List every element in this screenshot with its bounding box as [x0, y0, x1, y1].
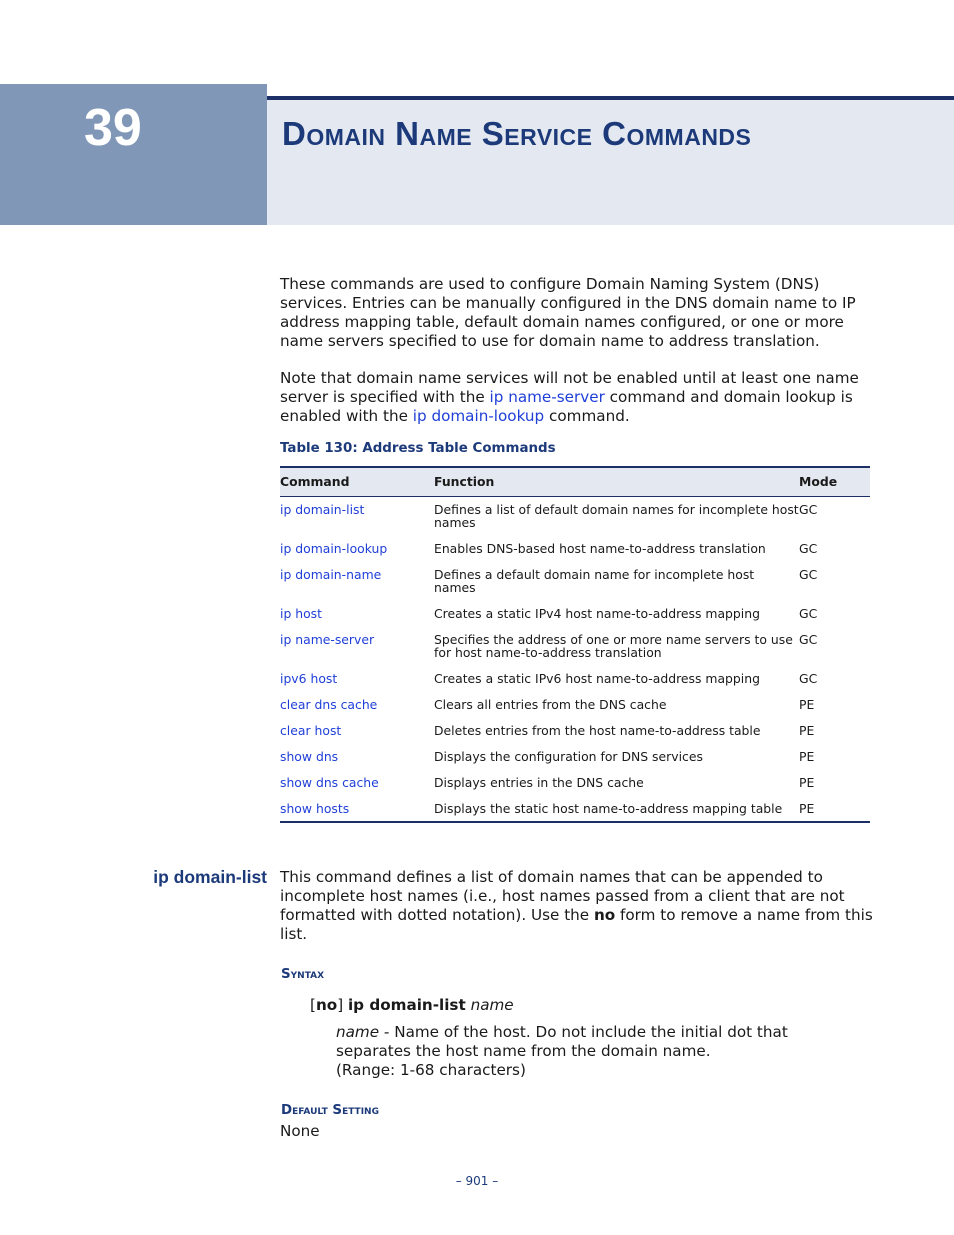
intro-text: command and domain lookup is enabled with the	[280, 388, 853, 425]
chapter-title-rule	[267, 96, 954, 100]
command-link[interactable]: clear dns cache	[280, 697, 378, 712]
param-desc: - Name of the host. Do not include the initial dot that separates the host name from the domain name.	[336, 1023, 788, 1060]
table-row	[280, 772, 870, 798]
mode-cell: GC	[799, 502, 818, 517]
table-header-row	[280, 467, 870, 497]
param-name: name	[336, 1023, 380, 1041]
table-row	[280, 694, 870, 720]
function-cell: Defines a list of default domain names for incomplete host names	[434, 502, 799, 530]
mode-cell: PE	[799, 697, 815, 712]
mode-cell: PE	[799, 775, 815, 790]
intro-text: command.	[544, 407, 630, 425]
syntax-line	[310, 996, 514, 1014]
table-row	[280, 798, 870, 822]
link-ip-name-server[interactable]: ip name-server	[489, 388, 605, 406]
intro-paragraph-2	[280, 369, 875, 426]
syntax-command: ip domain-list	[347, 996, 466, 1014]
function-cell: Displays the configuration for DNS services	[434, 749, 703, 764]
function-cell: Displays entries in the DNS cache	[434, 775, 644, 790]
intro-text: Note that domain name services will not be enabled until at least one name server is specified with the	[280, 369, 859, 406]
page-number: – 901 –	[455, 1174, 499, 1188]
desc-text: form to remove a name from this list.	[280, 906, 873, 943]
mode-cell: GC	[799, 606, 818, 621]
mode-cell: GC	[799, 632, 818, 647]
command-link[interactable]: ip domain-list	[280, 502, 365, 517]
chapter-title: Domain Name Service Commands	[282, 115, 752, 152]
function-cell: Displays the static host name-to-address mapping table	[434, 798, 799, 822]
syntax-param: name	[470, 996, 514, 1014]
section-description	[280, 868, 875, 944]
parameter-description	[336, 1023, 856, 1080]
header-command: Command	[280, 467, 434, 497]
intro-paragraph-1: These commands are used to configure Domain Naming System (DNS) services. Entries can be manually configured in the DNS domain name to IP address mapping table, default domain names configured, or one or more name servers specified to use for domain name to address translation.	[280, 275, 856, 350]
command-link[interactable]: show dns	[280, 749, 339, 764]
desc-bold-no: no	[593, 906, 616, 924]
table-row	[280, 603, 870, 629]
command-link[interactable]: show dns cache	[280, 775, 379, 790]
mode-cell: PE	[799, 798, 870, 822]
header-mode: Mode	[799, 467, 870, 497]
syntax-bracket: [	[310, 996, 316, 1014]
mode-cell: GC	[799, 567, 818, 582]
function-cell: Clears all entries from the DNS cache	[434, 697, 667, 712]
mode-cell: PE	[799, 749, 815, 764]
param-range: (Range: 1-68 characters)	[336, 1061, 526, 1079]
table-row	[280, 720, 870, 746]
mode-cell: PE	[799, 723, 815, 738]
desc-text: This command defines a list of domain names that can be appended to incomplete host names (i.e., host names passed from a client that are not formatted with dotted notation). Use the	[280, 868, 845, 924]
table-caption: Table 130: Address Table Commands	[280, 441, 556, 456]
function-cell: Defines a default domain name for incomplete host names	[434, 567, 755, 595]
table-row	[280, 497, 870, 539]
default-setting-heading: Default Setting	[281, 1103, 379, 1118]
syntax-no: no	[315, 996, 338, 1014]
function-cell: Creates a static IPv6 host name-to-address mapping	[434, 671, 760, 686]
command-link[interactable]: show hosts	[280, 798, 434, 822]
commands-table	[280, 466, 870, 823]
syntax-bracket: ]	[337, 996, 348, 1014]
command-link[interactable]: ip host	[280, 606, 322, 621]
command-link[interactable]: clear host	[280, 723, 342, 738]
table-row	[280, 668, 870, 694]
default-setting-value: None	[280, 1122, 320, 1140]
function-cell: Deletes entries from the host name-to-address table	[434, 723, 761, 738]
function-cell: Enables DNS-based host name-to-address translation	[434, 541, 766, 556]
command-link[interactable]: ip name-server	[280, 632, 375, 647]
chapter-number: 39	[84, 99, 142, 157]
table-row	[280, 538, 870, 564]
mode-cell: GC	[799, 541, 818, 556]
mode-cell: GC	[799, 671, 818, 686]
syntax-heading: Syntax	[281, 967, 325, 982]
command-link[interactable]: ip domain-name	[280, 567, 382, 582]
section-heading: ip domain-list	[153, 867, 267, 887]
command-link[interactable]: ipv6 host	[280, 671, 338, 686]
function-cell: Creates a static IPv4 host name-to-address mapping	[434, 606, 760, 621]
table-row	[280, 746, 870, 772]
link-ip-domain-lookup[interactable]: ip domain-lookup	[412, 407, 545, 425]
header-function: Function	[434, 467, 799, 497]
command-link[interactable]: ip domain-lookup	[280, 541, 388, 556]
table-row	[280, 564, 870, 603]
function-cell: Specifies the address of one or more name servers to use for host name-to-address translation	[434, 632, 793, 660]
table-row	[280, 629, 870, 668]
